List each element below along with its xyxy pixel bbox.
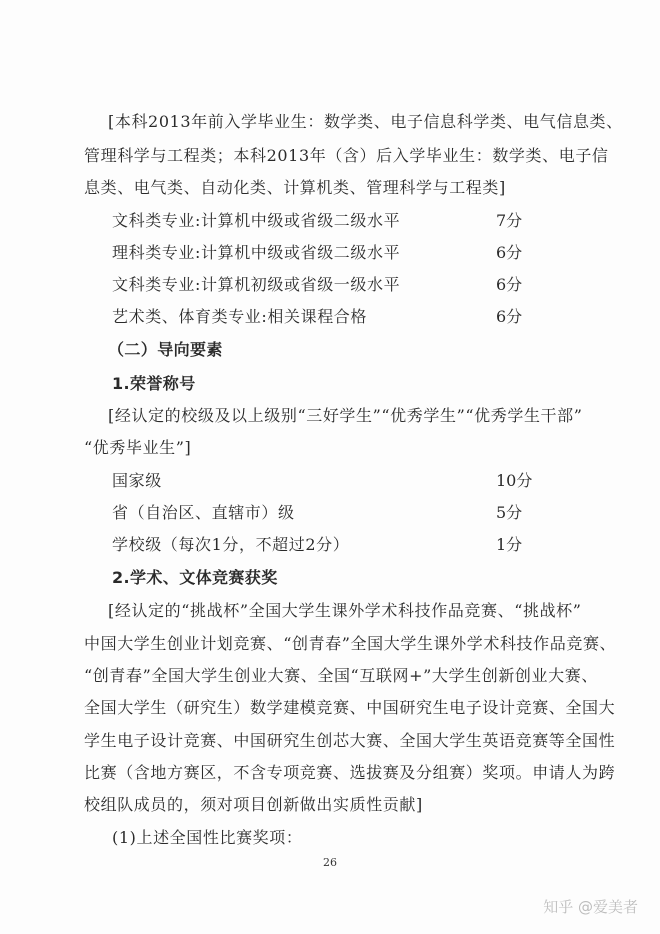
text-line: [本科2013年前入学毕业生：数学类、电子信息科学类、电气信息类、 [108,112,623,131]
criteria-label: 国家级 [112,471,162,490]
criteria-label: 文科类专业:计算机中级或省级二级水平 [112,211,401,230]
criteria-label: 文科类专业:计算机初级或省级一级水平 [112,275,401,294]
criteria-label: 省（自治区、直辖市）级 [112,503,295,522]
subsection-heading: 1.荣誉称号 [112,374,196,393]
criteria-score: 7分 [496,211,523,230]
criteria-score: 1分 [496,535,523,554]
text-line: 全国大学生（研究生）数学建模竞赛、中国研究生电子设计竞赛、全国大 [84,698,616,717]
criteria-score: 10分 [496,471,533,490]
text-line: 中国大学生创业计划竞赛、“创青春”全国大学生课外学术科技作品竞赛、 [84,634,617,653]
criteria-score: 6分 [496,243,523,262]
text-line: “创青春”全国大学生创业大赛、全国“互联网+”大学生创新创业大赛、 [84,666,598,685]
text-line: 学生电子设计竞赛、中国研究生创芯大赛、全国大学生英语竞赛等全国性 [84,731,616,750]
text-line: “优秀毕业生”] [84,438,192,457]
page-number: 26 [323,856,337,869]
criteria-score: 6分 [496,307,523,326]
text-line: 比赛（含地方赛区，不含专项竞赛、选拔赛及分组赛）奖项。申请人为跨 [84,763,616,782]
section-heading: （二）导向要素 [108,340,223,359]
text-line: [经认定的“挑战杯”全国大学生课外学术科技作品竞赛、“挑战杯” [108,601,582,620]
criteria-score: 5分 [496,503,523,522]
text-line: [经认定的校级及以上级别“三好学生”“优秀学生”“优秀学生干部” [108,406,583,425]
criteria-label: 学校级（每次1分，不超过2分） [112,535,350,554]
list-item: (1)上述全国性比赛奖项： [112,828,303,847]
criteria-label: 理科类专业:计算机中级或省级二级水平 [112,243,401,262]
watermark: 知乎 @爱美者 [543,898,638,916]
subsection-heading: 2.学术、文体竞赛获奖 [112,568,278,587]
text-line: 校组队成员的，须对项目创新做出实质性贡献] [84,795,423,814]
criteria-score: 6分 [496,275,523,294]
text-line: 息类、电气类、自动化类、计算机类、管理科学与工程类] [84,178,506,197]
criteria-label: 艺术类、体育类专业:相关课程合格 [112,307,367,326]
text-line: 管理科学与工程类；本科2013年（含）后入学毕业生：数学类、电子信 [84,146,609,165]
